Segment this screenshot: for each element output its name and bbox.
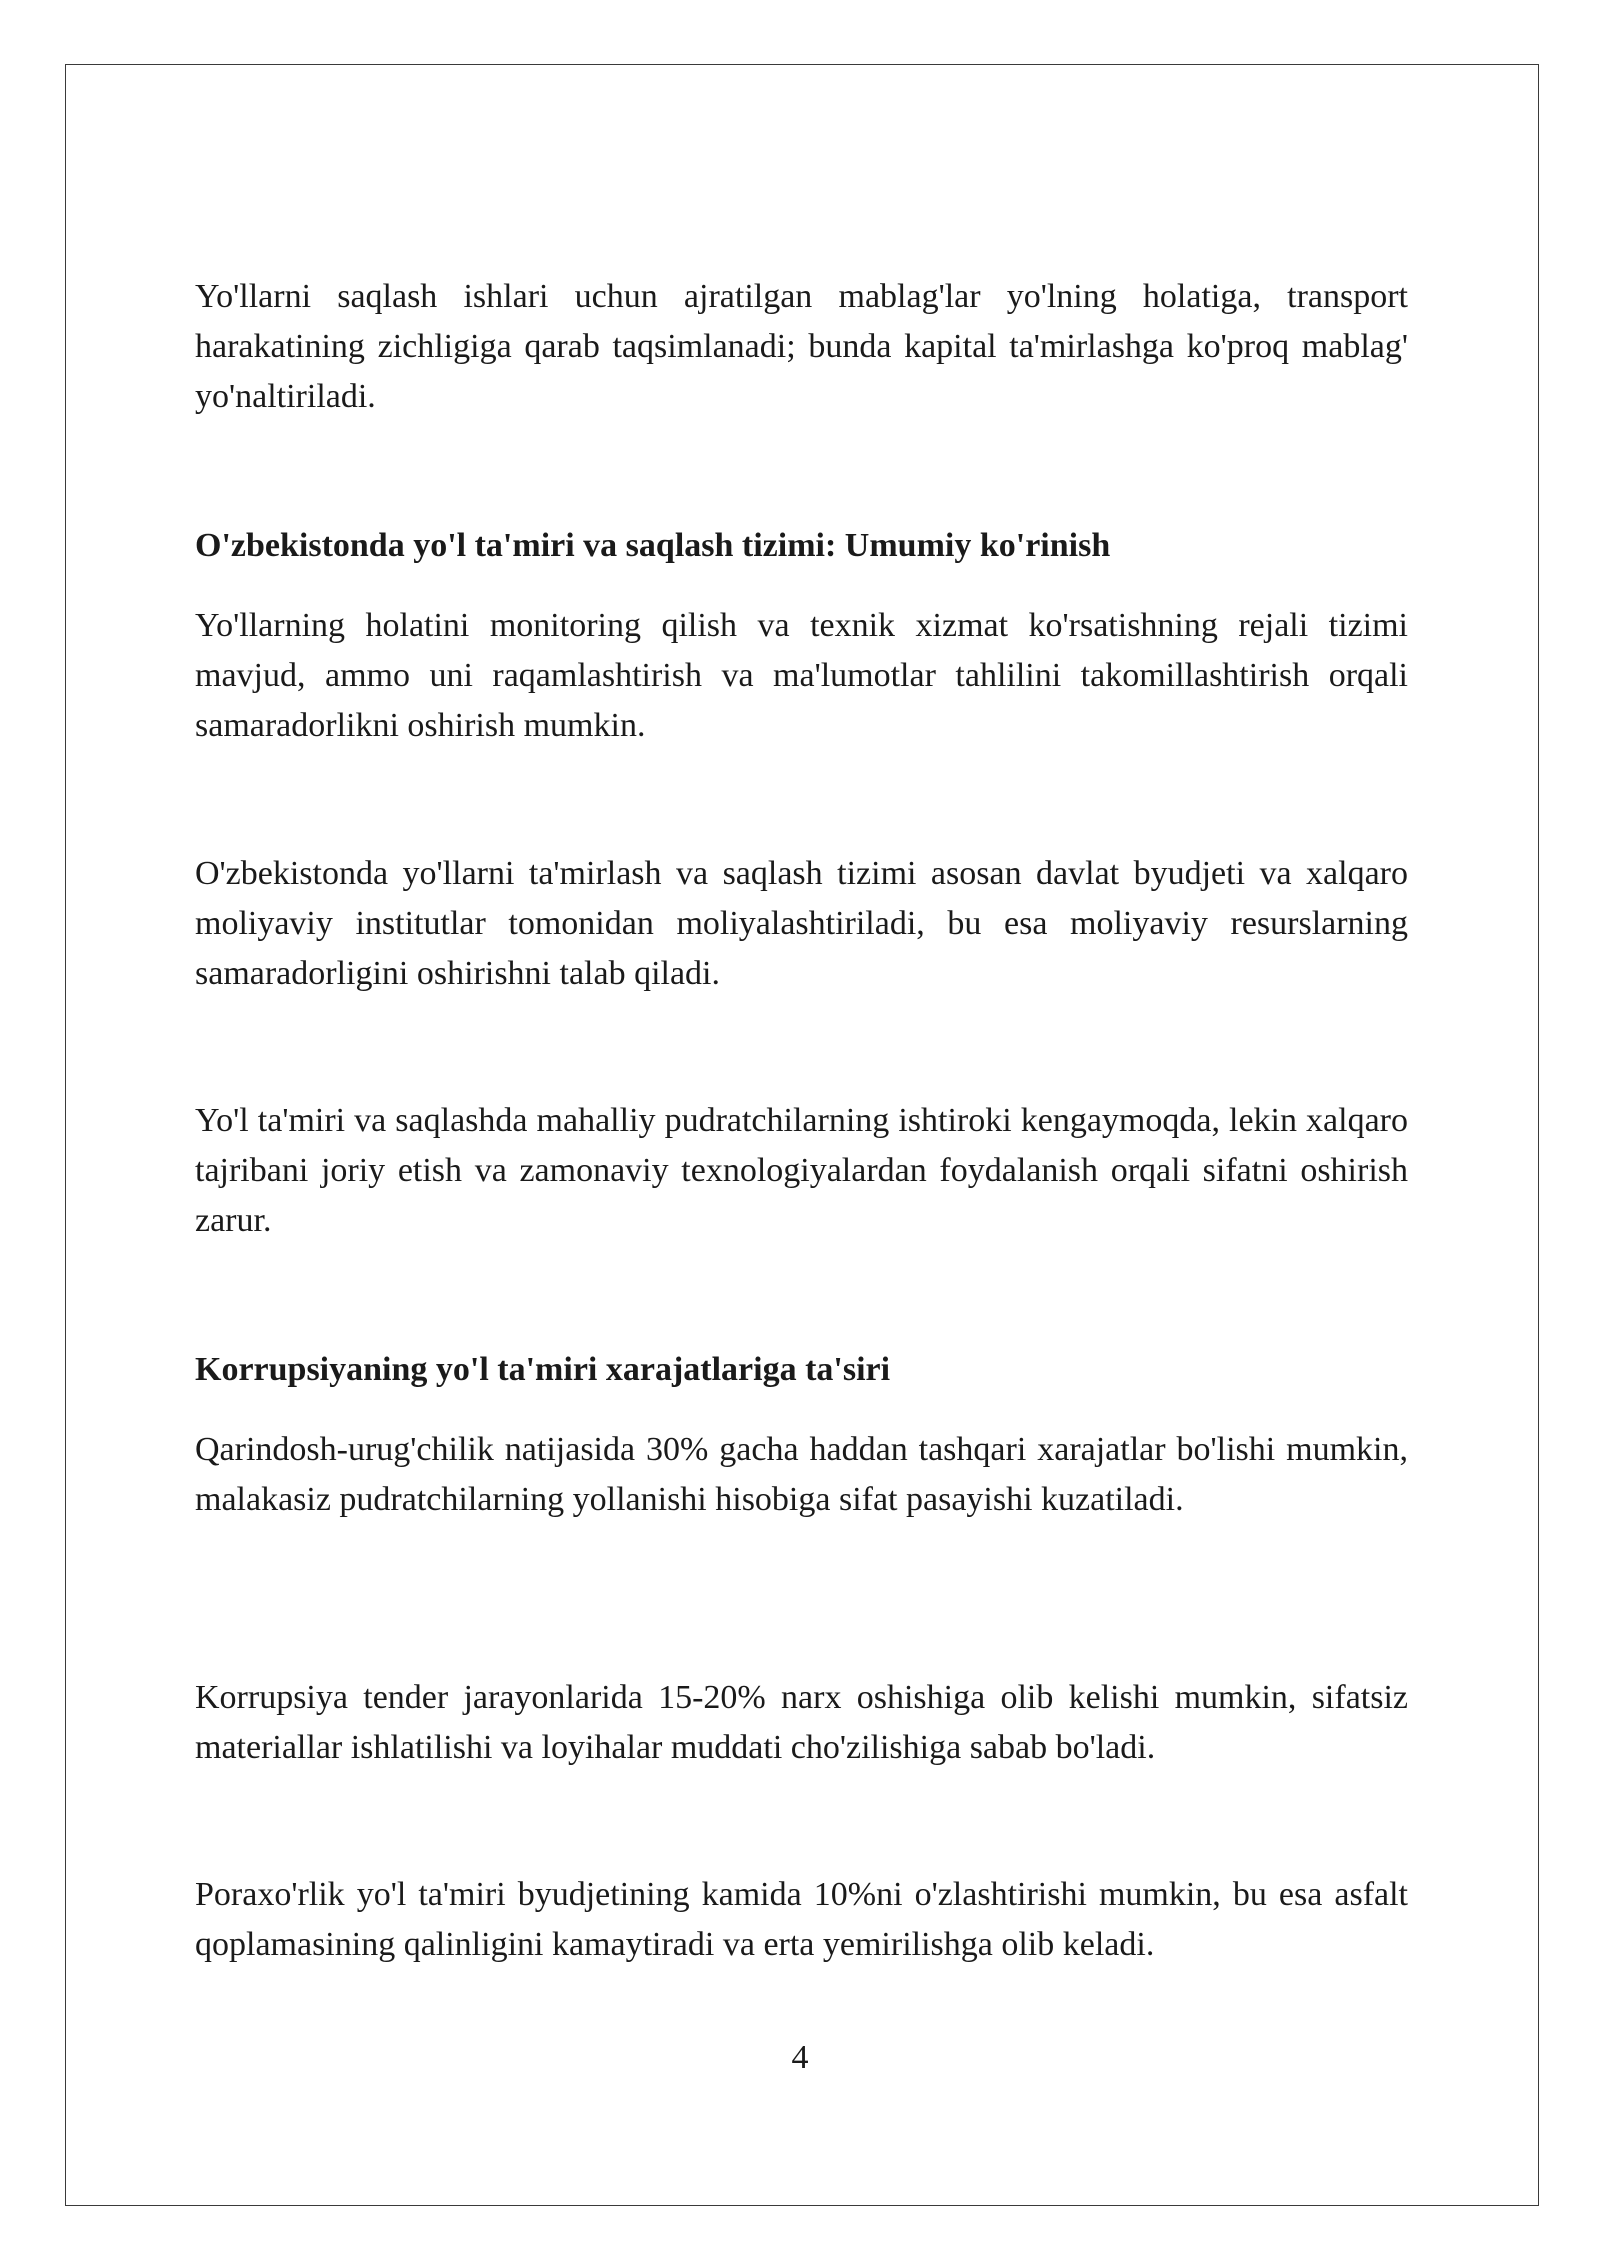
section-heading-overview: O'zbekistonda yo'l ta'miri va saqlash tizimi: Umumiy ko'rinish — [195, 527, 1111, 564]
page-number: 4 — [791, 2039, 809, 2076]
section-heading-corruption: Korrupsiyaning yo'l ta'miri xarajatlariga ta'siri — [195, 1351, 891, 1388]
paragraph-tender-corruption: Korrupsiya tender jarayonlarida 15-20% narx oshishiga olib kelishi mumkin, sifatsiz materiallar ishlatilishi va loyihalar muddati cho'zilishiga sabab bo'ladi. — [195, 1679, 1408, 1766]
paragraph-financing: O'zbekistonda yo'llarni ta'mirlash va saqlash tizimi asosan davlat byudjeti va xalqaro moliyaviy institutlar tomonidan moliyalashtiriladi, bu esa moliyaviy resurslarning samaradorligini oshirishni talab qiladi. — [195, 855, 1408, 992]
paragraph-nepotism: Qarindosh-urug'chilik natijasida 30% gacha haddan tashqari xarajatlar bo'lishi mumkin, malakasiz pudratchilarning yollanishi hisobiga sifat pasayishi kuzatiladi. — [195, 1431, 1408, 1518]
paragraph-road-maintenance-funding: Yo'llarni saqlash ishlari uchun ajratilgan mablag'lar yo'lning holatiga, transport harakatining zichligiga qarab taqsimlanadi; bunda kapital ta'mirlashga ko'proq mablag' yo'naltiriladi. — [195, 278, 1408, 415]
paragraph-local-contractors: Yo'l ta'miri va saqlashda mahalliy pudratchilarning ishtiroki kengaymoqda, lekin xalqaro tajribani joriy etish va zamonaviy texnologiyalardan foydalanish orqali sifatni oshirish zarur. — [195, 1102, 1408, 1239]
paragraph-monitoring-system: Yo'llarning holatini monitoring qilish va texnik xizmat ko'rsatishning rejali tizimi mavjud, ammo uni raqamlashtirish va ma'lumotlar tahlilini takomillashtirish orqali samaradorlikni oshirish mumkin. — [195, 607, 1408, 744]
paragraph-bribery: Poraxo'rlik yo'l ta'miri byudjetining kamida 10%ni o'zlashtirishi mumkin, bu esa asfalt qoplamasining qalinligini kamaytiradi va erta yemirilishga olib keladi. — [195, 1876, 1408, 1963]
